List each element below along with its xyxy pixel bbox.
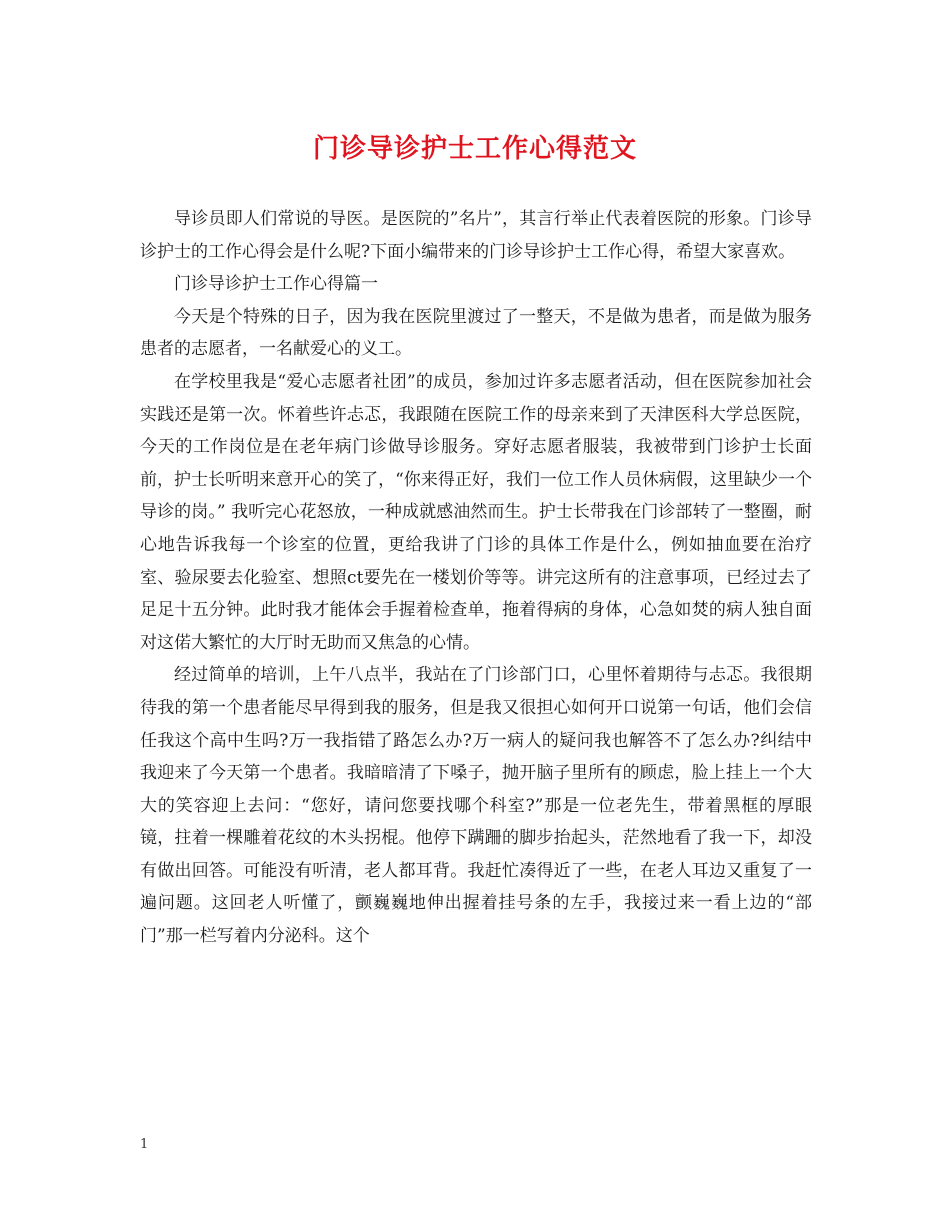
- section-heading: 门诊导诊护士工作心得篇一: [174, 274, 378, 295]
- document-body: [140, 203, 812, 953]
- page-number: 1: [140, 1137, 149, 1152]
- intro-paragraph: 导诊员即人们常说的导医。是医院的”名片”，其言行举止代表着医院的形象。门诊导诊护士的工作心得会是什么呢?下面小编带来的门诊导诊护士工作心得，希望大家喜欢。: [140, 209, 812, 262]
- body-paragraph: 经过简单的培训，上午八点半，我站在了门诊部门口，心里怀着期待与忐忑。我很期待我的第一个患者能尽早得到我的服务，但是我又很担心如何开口说第一句话，他们会信任我这个高中生吗?万一我指错了路怎么办?万一病人的疑问我也解答不了怎么办?纠结中我迎来了今天第一个患者。我暗暗清了下嗓子，抛开脑子里所有的顾虑，脸上挂上一个大大的笑容迎上去问：“您好，请问您要找哪个科室?”那是一位老先生，带着黑框的厚眼镜，拄着一棵雕着花纹的木头拐棍。他停下蹒跚的脚步抬起头，茫然地看了我一下，却没有做出回答。可能没有听清，老人都耳背。我赶忙凑得近了一些，在老人耳边又重复了一遍问题。这回老人听懂了，颤巍巍地伸出握着挂号条的左手，我接过来一看上边的“部门”那一栏写着内分泌科。这个: [140, 665, 812, 947]
- body-paragraph: 今天是个特殊的日子，因为我在医院里渡过了一整天，不是做为患者，而是做为服务患者的志愿者，一名献爱心的义工。: [140, 306, 812, 360]
- document-title: 门诊导诊护士工作心得范文: [312, 134, 637, 164]
- body-paragraph: 在学校里我是“爱心志愿者社团”的成员，参加过许多志愿者活动，但在医院参加社会实践还是第一次。怀着些许忐忑，我跟随在医院工作的母亲来到了天津医科大学总医院，今天的工作岗位是在老年病门诊做导诊服务。穿好志愿者服装，我被带到门诊护士长面前，护士长听明来意开心的笑了，“你来得正好，我们一位工作人员休病假，这里缺少一个导诊的岗。” 我听完心花怒放，一种成就感油然而生。护士长带我在门诊部转了一整圈，耐心地告诉我每一个诊室的位置，更给我讲了门诊的具体工作是什么，例如抽血要在治疗室、验尿要去化验室、想照ct要先在一楼划价等等。讲完这所有的注意事项，已经过去了足足十五分钟。此时我才能体会手握着检查单，拖着得病的身体，心急如焚的病人独自面对这偌大繁忙的大厅时无助而又焦急的心情。: [140, 371, 812, 653]
